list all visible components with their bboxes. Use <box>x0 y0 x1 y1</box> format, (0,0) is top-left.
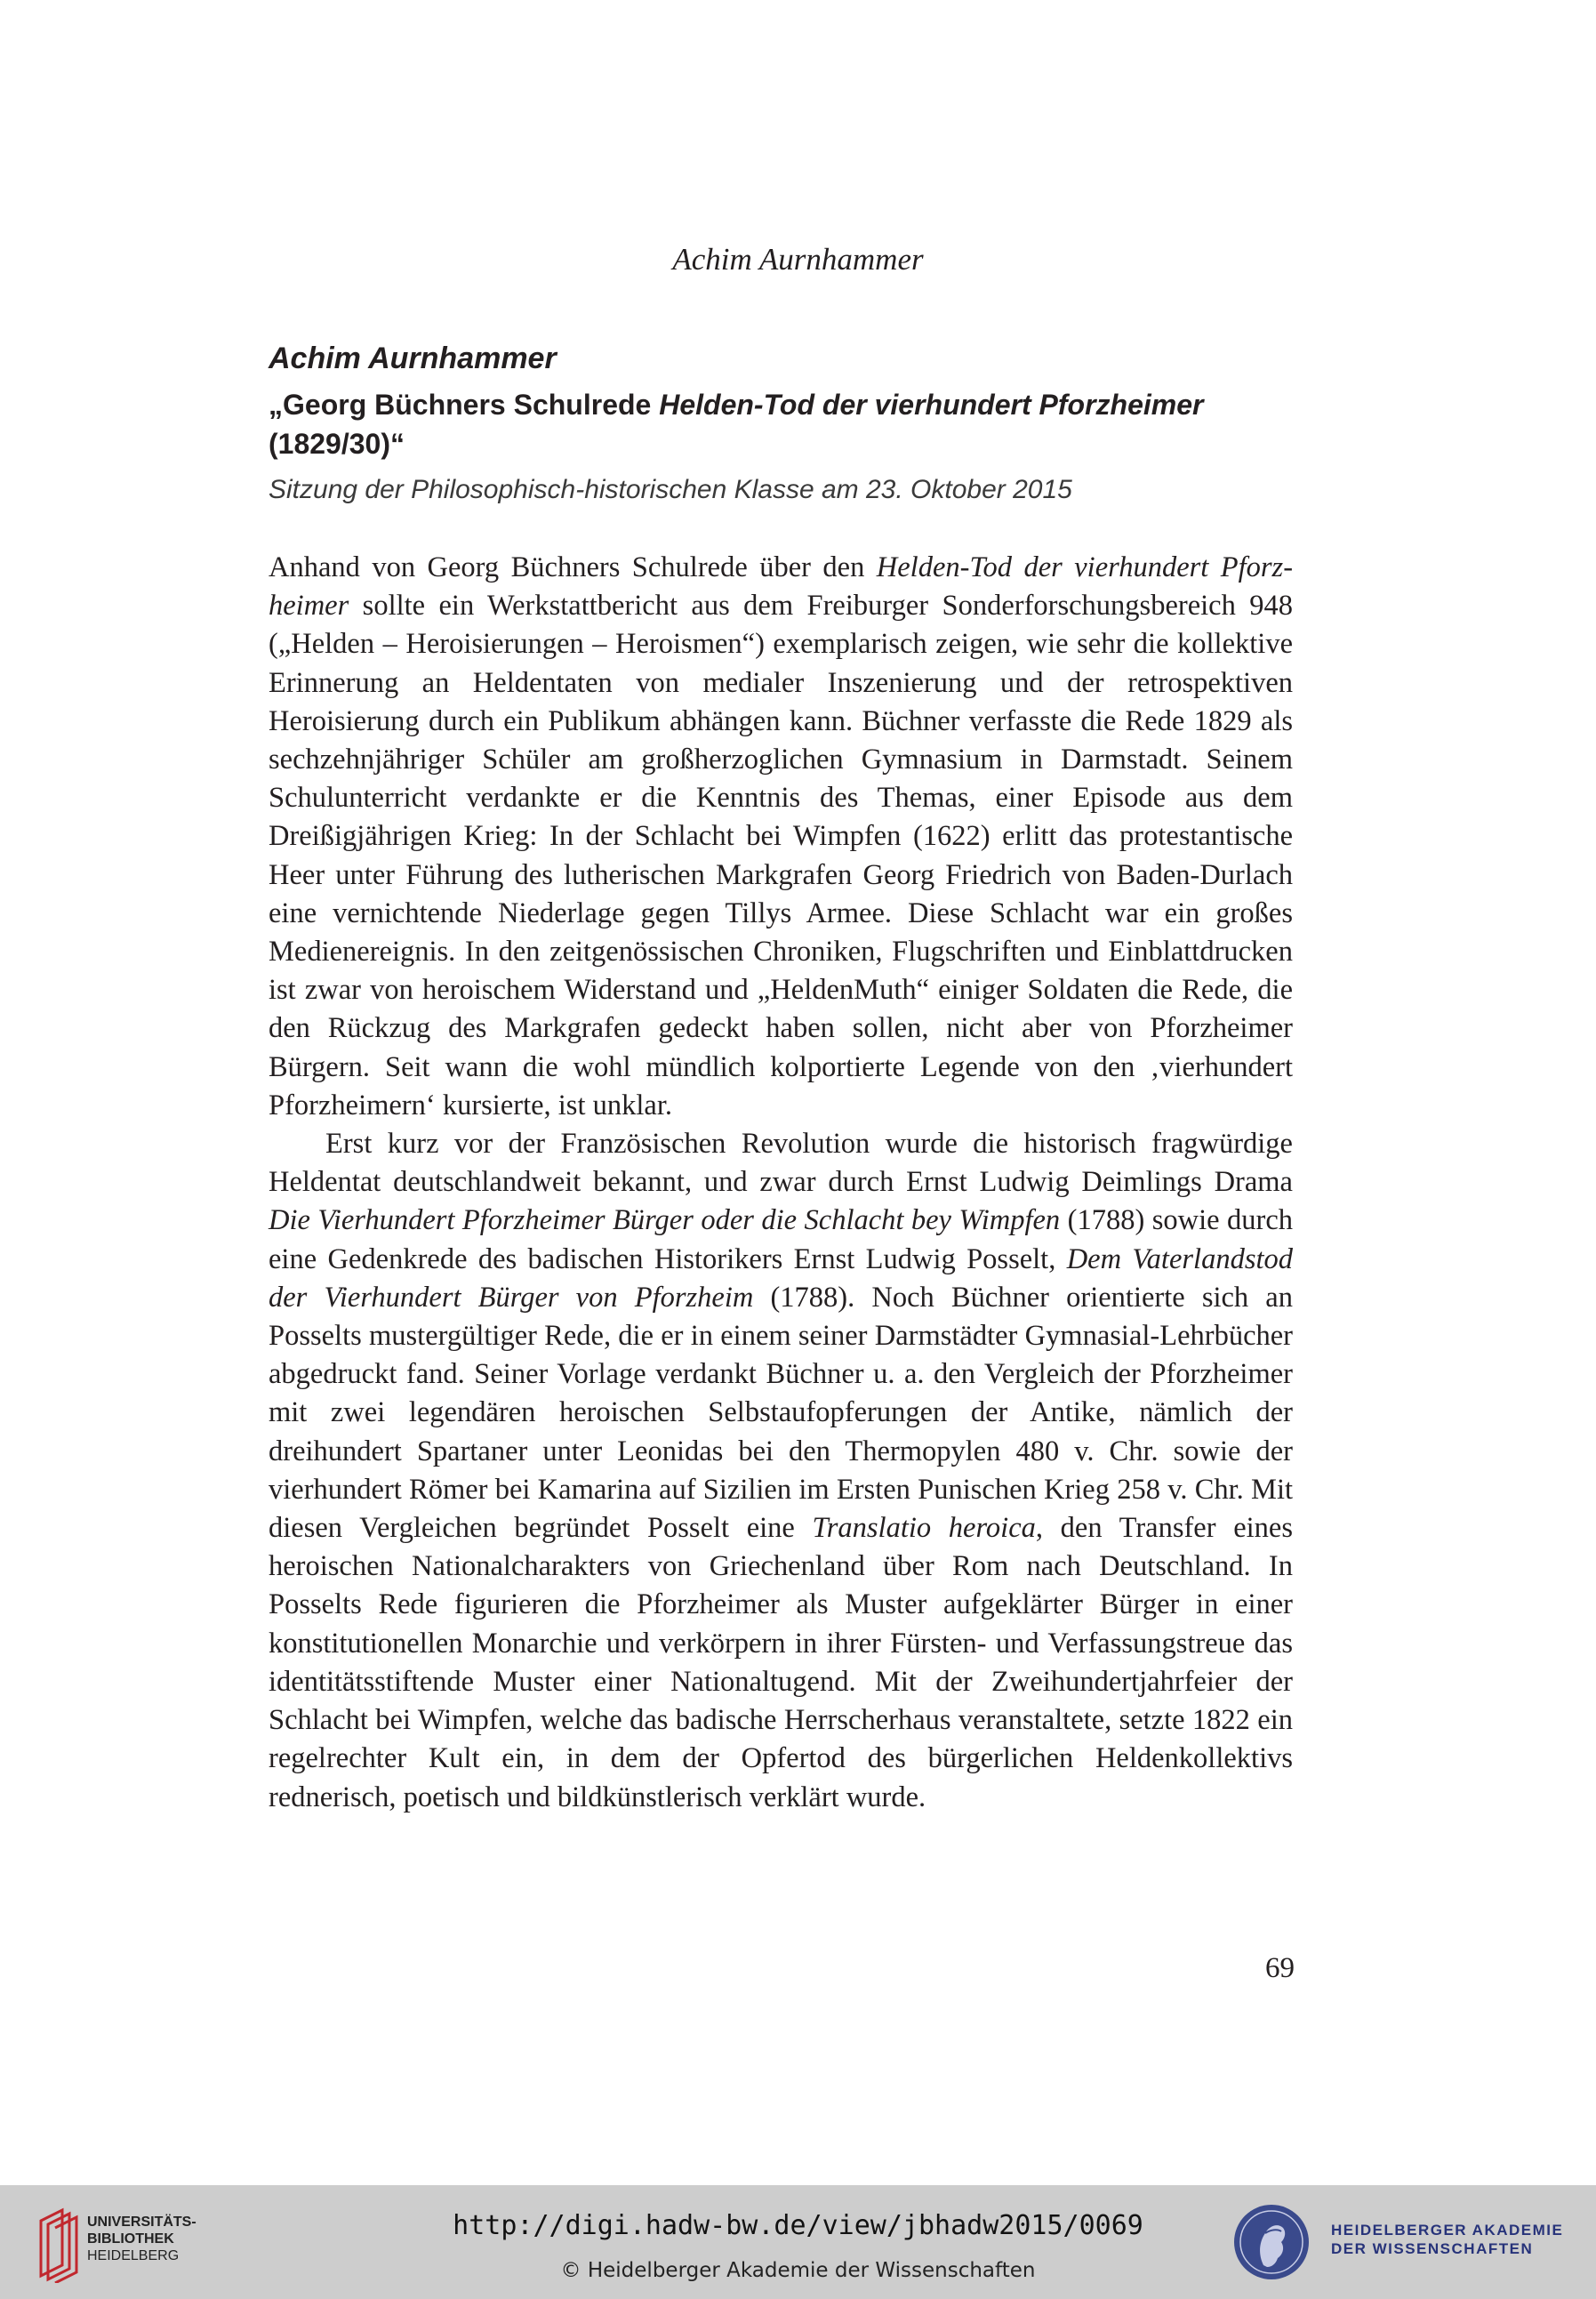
italic-run: Helden-Tod der vierhundert Pforzheimer <box>269 551 1294 623</box>
page-number: 69 <box>1265 1952 1295 1984</box>
ub-line3: HEIDELBERG <box>87 2248 180 2263</box>
title-suffix: (1829/30)“ <box>269 428 405 460</box>
academy-line1: HEIDELBERGER AKADEMIE <box>1331 2222 1564 2239</box>
text-run: , den Transfer eines heroischen Nationalcharakters von Griechenland über Rom nach Deutschland. In Posselts Rede figurieren die Pforzheimer als Muster aufgeklärter Bürger in einer konstitutionellen Monarchie und verkörpern in ihrer Fürsten- und Verfassungstreue das identitätsstiftende Muster einer Nationaltugend. Mit der Zweihundertjahrfeier der Schlacht bei Wimpfen, welche das badische Herrscherhaus veranstaltete, setzte 1822 ein regelrechter Kult ein, in dem der Opfertod des bürgerlichen Heldenkollektivs rednerisch, poetisch und bildkünstlerisch verklärt wurde. <box>269 1512 1293 1813</box>
copyright-line: © Heidelberger Akademie der Wissenschaften <box>560 2259 1036 2282</box>
text-run: (1788). Noch Büchner orientierte sich an Posselts mustergültiger Rede, die er in einem seiner Darmstädter Gymnasial-Lehrbücher abgedruckt fand. Seiner Vorlage verdankt Büchner u. a. den Vergleich der Pforzheimer mit zwei legendären heroischen Selbstaufopferungen der Antike, nämlich der dreihundert Spartaner unter Leonidas bei den Thermopylen 480 v. Chr. sowie der vierhundert Römer bei Kamarina auf Sizilien im Ersten Punischen Krieg 258 v. Chr. Mit diesen Vergleichen begründet Posselt eine <box>269 1281 1293 1545</box>
ub-line1: UNIVERSITÄTS- <box>87 2215 196 2230</box>
text-run: (1788) sowie durch eine Gedenkrede des badischen Historikers Ernst Ludwig Posselt, <box>269 1204 1293 1275</box>
permalink-url[interactable]: http://digi.hadw-bw.de/view/jbhadw2015/0069 <box>453 2210 1143 2241</box>
academy-seal-icon[interactable] <box>1231 2201 1311 2283</box>
article-title <box>269 385 1318 463</box>
running-head: Achim Aurnhammer <box>672 242 924 277</box>
footer-band <box>0 2185 1596 2299</box>
text-run: Anhand von Georg Büchners Schulrede über den <box>269 551 877 583</box>
paragraph <box>269 1125 1293 1817</box>
academy-wordmark <box>1331 2221 1563 2258</box>
academy-line2: DER WISSENSCHAFTEN <box>1331 2240 1534 2257</box>
article-author: Achim Aurnhammer <box>269 342 557 375</box>
paragraph <box>269 549 1293 1125</box>
text-run: sollte ein Werkstattbericht aus dem Freiburger Sonderforschungsbereich 948 („Helden – Heroisierungen – Heroismen“) exemplarisch zeigen, wie sehr die kollektive Erinnerung an Heldentaten von medialer Inszenierung und der retrospektiven Heroisierung durch ein Publikum abhängen kann. Büchner verfasste die Rede 1829 als sechzehnjähriger Schüler am großherzoglichen Gymnasium in Darmstadt. Seinem Schulunterricht verdankte er die Kenntnis des Themas, einer Episode aus dem Dreißigjährigen Krieg: In der Schlacht bei Wimpfen (1622) erlitt das protestantische Heer unter Führung des lutherischen Markgrafen Georg Friedrich von Baden-Durlach eine vernichtende Niederlage gegen Tillys Armee. Diese Schlacht war ein großes Medienereignis. In den zeitgenössischen Chroniken, Flugschriften und Einblattdrucken ist zwar von heroischem Widerstand und „HeldenMuth“ einiger Soldaten die Rede, die den Rückzug des Markgrafen gedeckt haben sollen, nicht aber von Pforzheimer Bürgern. Seit wann die wohl mündlich kolportierte Legende von den ‚vierhundert Pforzheimern‘ kursierte, ist unklar. <box>269 590 1293 1121</box>
title-prefix: „Georg Büchners Schulrede <box>269 389 660 421</box>
ub-line2: BIBLIOTHEK <box>87 2231 174 2247</box>
italic-run: Dem Vaterlandstod der Vierhundert Bürger von Pforzheim <box>269 1242 1293 1314</box>
article-heading <box>269 339 1318 508</box>
title-italic: Helden-Tod der vierhundert Pforzheimer <box>659 389 1204 421</box>
session-line: Sitzung der Philosophisch-historischen Klasse am 23. Oktober 2015 <box>269 475 1072 504</box>
italic-run: Die Vierhundert Pforzheimer Bürger oder die Schlacht bey Wimpfen <box>269 1204 1061 1237</box>
italic-run: Translatio heroica <box>812 1512 1036 1545</box>
text-run: Erst kurz vor der Französischen Revolution wurde die historisch fragwürdige Heldentat deutschlandweit bekannt, und zwar durch Ernst Ludwig Deimlings Drama <box>269 1128 1293 1199</box>
body-text <box>269 549 1293 1817</box>
